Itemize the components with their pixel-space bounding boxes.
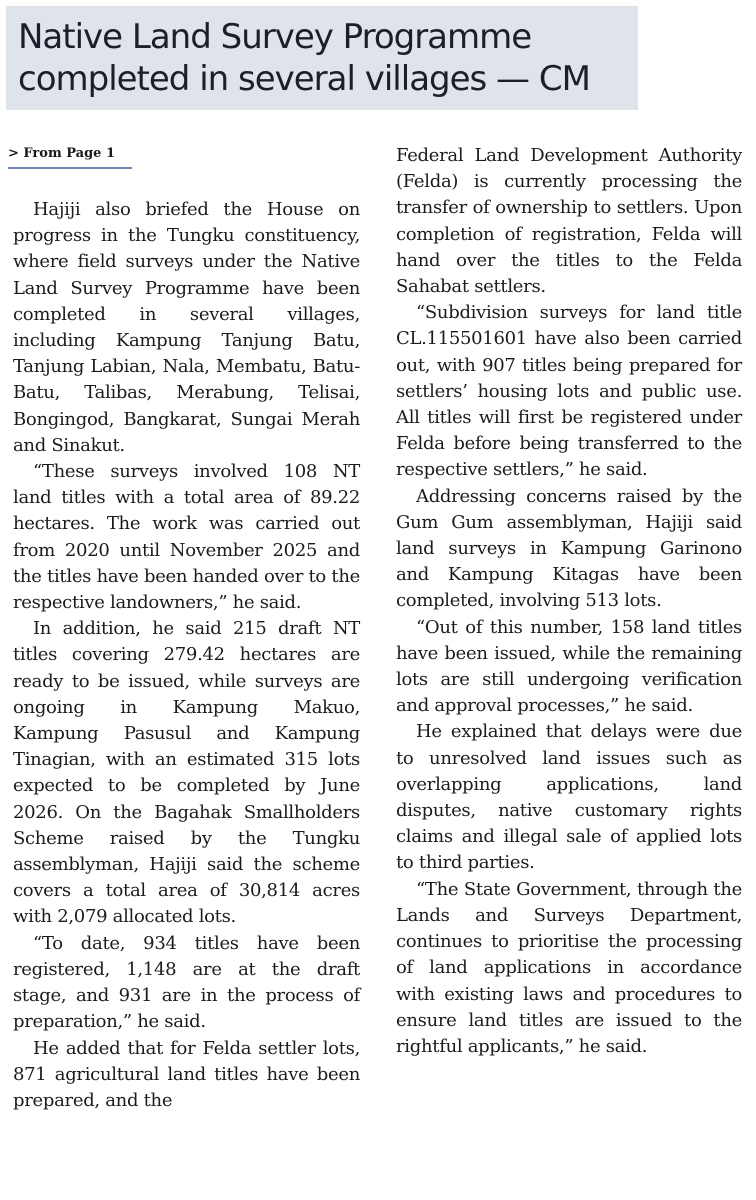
- paragraph: “The State Government, through the Lands and Surveys Department, continues to prioritise the processing of land applications in accordance with existing laws and procedures to ensure land titles are issued to the rightful applicants,” he said.: [396, 878, 742, 1057]
- paragraph: Federal Land Development Authority (Felda) is currently processing the transfer of ownership to settlers. Upon completion of registration, Felda will hand over the titles to the Felda Sahabat settlers.: [396, 145, 742, 298]
- paragraph: “To date, 934 titles have been registered, 1,148 are at the draft stage, and 931 are in the process of preparation,” he said.: [13, 932, 360, 1033]
- paragraph: “Subdivision surveys for land title CL.115501601 have also been carried out, with 907 titles being prepared for settlers’ housing lots and public use. All titles will first be registered under Felda before being transferred to the respective settlers,” he said.: [396, 302, 742, 481]
- article-headline: Native Land Survey Programme completed in several villages — CM: [18, 17, 590, 99]
- paragraph: “Out of this number, 158 land titles have been issued, while the remaining lots are still undergoing verification and approval processes,” he said.: [396, 616, 742, 717]
- article-column-left: [13, 197, 360, 1114]
- article-column-right: [396, 143, 742, 1060]
- paragraph: He explained that delays were due to unresolved land issues such as overlapping applications, land disputes, native customary rights claims and illegal sale of applied lots to third parties.: [396, 721, 742, 874]
- paragraph: In addition, he said 215 draft NT titles covering 279.42 hectares are ready to be issued, while surveys are ongoing in Kampung Makuo, Kampung Pasusul and Kampung Tinagian, with an estimated 315 lots expected to be completed by June 2026. On the Bagahak Smallholders Scheme raised by the Tungku assemblyman, Hajiji said the scheme covers a total area of 30,814 acres with 2,079 allocated lots.: [13, 618, 360, 928]
- headline-banner: [6, 6, 638, 110]
- continued-from-link[interactable]: > From Page 1: [8, 145, 132, 169]
- paragraph: Hajiji also briefed the House on progress in the Tungku constituency, where field surveys under the Native Land Survey Programme have been completed in several villages, including Kampung Tanjung Batu, Tanjung Labian, Nala, Membatu, Batu-Batu, Talibas, Merabung, Telisai, Bongingod, Bangkarat, Sungai Merah and Sinakut.: [13, 199, 360, 456]
- paragraph: “These surveys involved 108 NT land titles with a total area of 89.22 hectares. The work was carried out from 2020 until November 2025 and the titles have been handed over to the respective landowners,” he said.: [13, 461, 360, 614]
- paragraph: Addressing concerns raised by the Gum Gum assemblyman, Hajiji said land surveys in Kampung Garinono and Kampung Kitagas have been completed, involving 513 lots.: [396, 485, 742, 612]
- paragraph: He added that for Felda settler lots, 871 agricultural land titles have been prepared, and the: [13, 1037, 360, 1111]
